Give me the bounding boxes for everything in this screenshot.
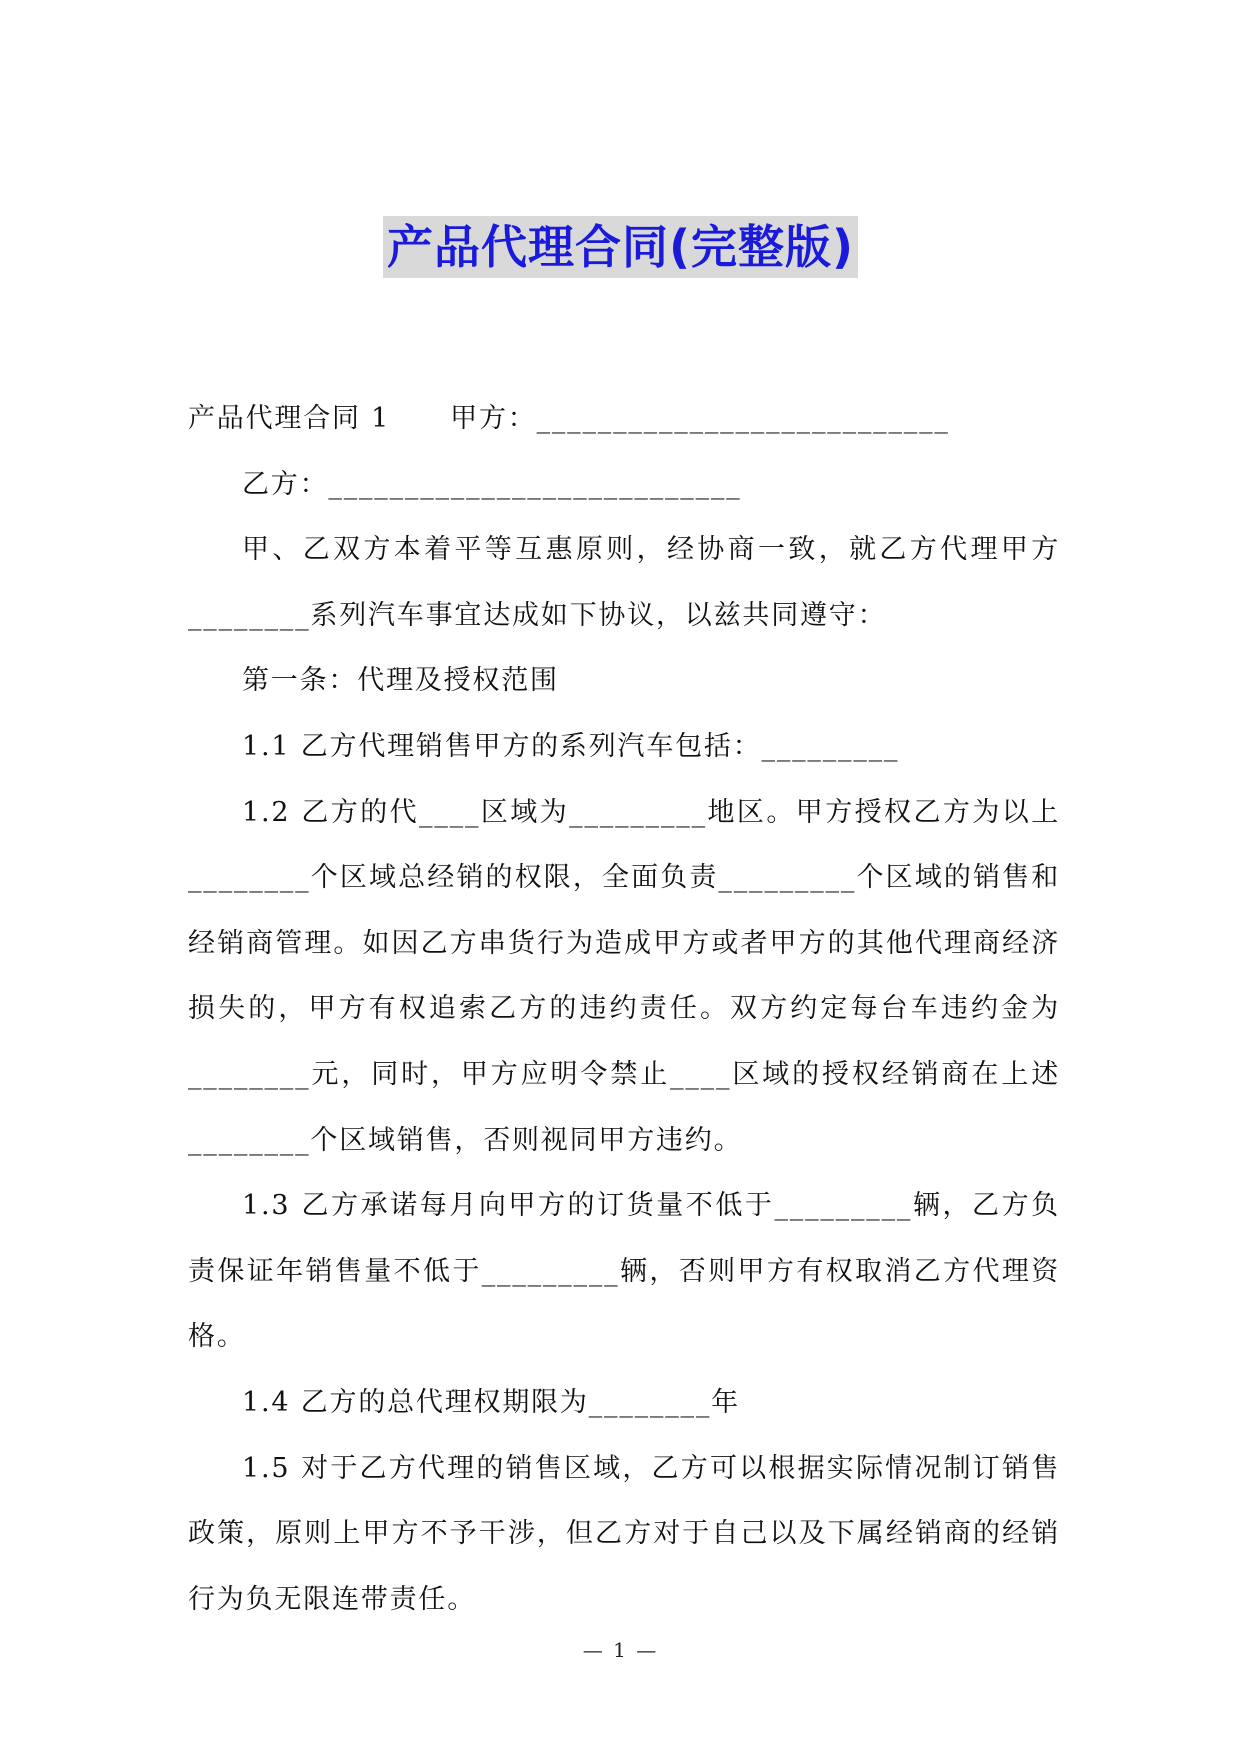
clause-1-5: 1.5 对于乙方代理的销售区域，乙方可以根据实际情况制订销售政策，原则上甲方不予干涉，但乙方对于自己以及下属经销商的经销行为负无限连带责任。 <box>188 1452 1060 1615</box>
page-number: — 1 — <box>582 1638 659 1662</box>
party-a-line: 甲方：___________________________ <box>450 403 950 434</box>
title-container <box>0 216 1241 278</box>
clause-1-3: 1.3 乙方承诺每月向甲方的订货量不低于_________辆，乙方负责保证年销售量不低于_________辆，否则甲方有权取消乙方代理资格。 <box>188 1190 1060 1353</box>
contract-label: 产品代理合同 1 <box>188 403 391 434</box>
clause-1-1: 1.1 乙方代理销售甲方的系列汽车包括：_________ <box>242 730 900 762</box>
paragraph-preamble: 甲、乙双方本着平等互惠原则，经协商一致，就乙方代理甲方 ________系列汽车事宜达成如下协议，以兹共同遵守： <box>188 534 1060 631</box>
clause-1-2: 1.2 乙方的代____区域为_________地区。甲方授权乙方为以上 ________个区域总经销的权限，全面负责_________个区域的销售和经销商管理。如因乙方串货行为造成甲方或者甲方的其他代理商经济损失的，甲方有权追索乙方的违约责任。双方约定每台车违约金为 ________元，同时，甲方应明令禁止____区域的授权经销商在上述 ________个区域销售，否则视同甲方违约。 <box>188 796 1060 1156</box>
document-title: 产品代理合同(完整版) <box>383 216 858 278</box>
clause-1-4: 1.4 乙方的总代理权期限为________年 <box>242 1386 740 1418</box>
paragraph-header <box>188 386 1060 452</box>
article-heading: 第一条：代理及授权范围 <box>242 665 559 697</box>
party-b-line: 乙方：___________________________ <box>242 468 742 500</box>
contract-body <box>188 386 1060 1632</box>
